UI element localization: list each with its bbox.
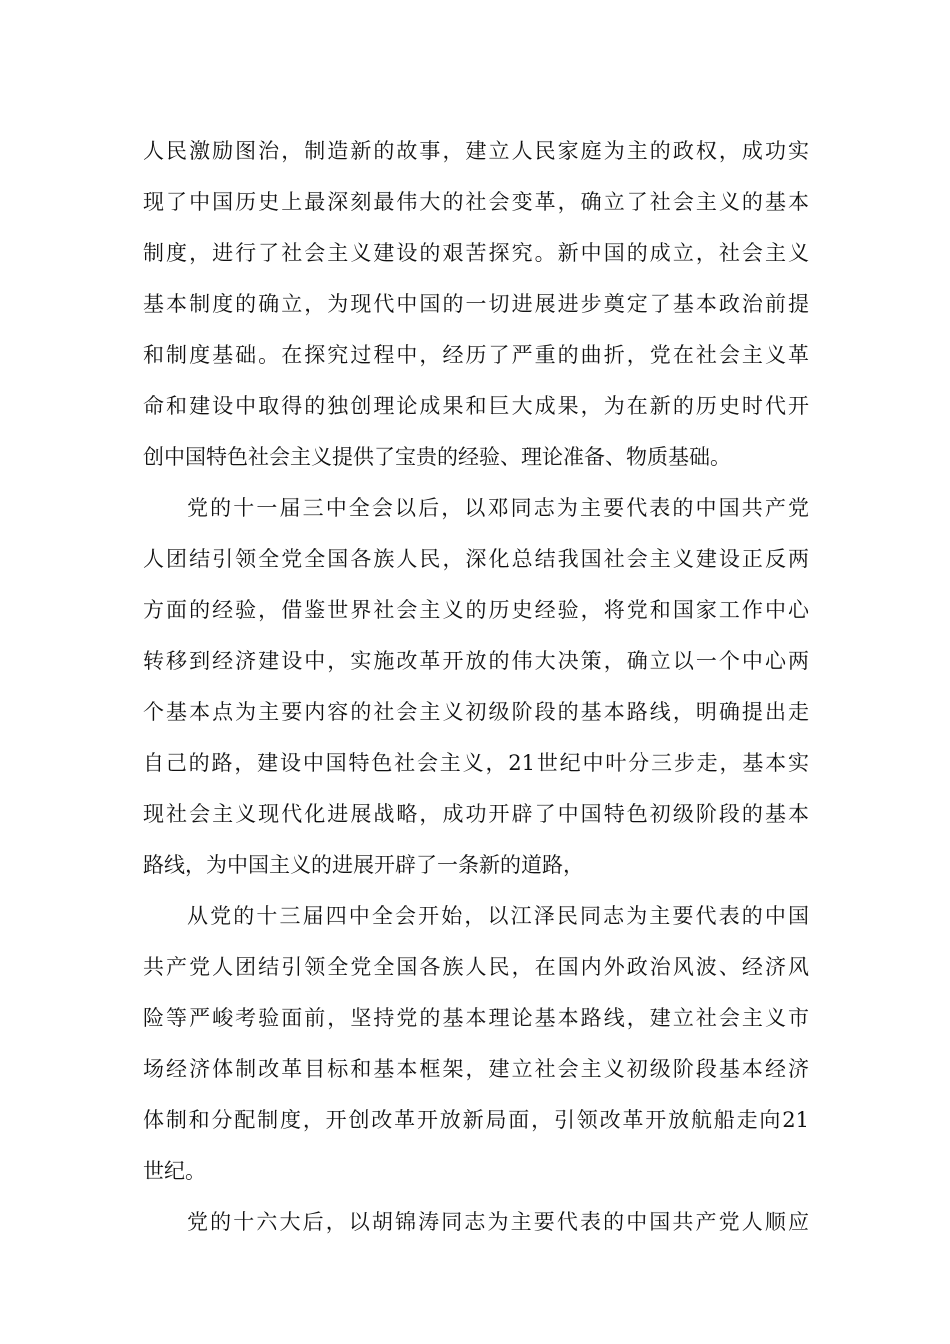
- text-line: 世纪。: [143, 1159, 206, 1183]
- paragraph-first-line: 党的十六大后，以胡锦涛同志为主要代表的中国共产党人顺应: [187, 1210, 809, 1234]
- body-text: [143, 126, 809, 1248]
- text-line: 场经济体制改革目标和基本框架，建立社会主义初级阶段基本经济: [143, 1057, 809, 1081]
- text-line: 人团结引领全党全国各族人民，深化总结我国社会主义建设正反两: [143, 547, 809, 571]
- text-line: 现社会主义现代化进展战略，成功开辟了中国特色初级阶段的基本: [143, 802, 809, 826]
- text-line: 体制和分配制度，开创改革开放新局面，引领改革开放航船走向21: [143, 1108, 809, 1132]
- paragraph-first-line: 党的十一届三中全会以后，以邓同志为主要代表的中国共产党: [187, 496, 809, 520]
- paragraph-first-line: 从党的十三届四中全会开始，以江泽民同志为主要代表的中国: [187, 904, 809, 928]
- text-line: 创中国特色社会主义提供了宝贵的经验、理论准备、物质基础。: [143, 445, 731, 469]
- text-line: 共产党人团结引领全党全国各族人民，在国内外政治风波、经济风: [143, 955, 809, 979]
- text-line: 命和建设中取得的独创理论成果和巨大成果，为在新的历史时代开: [143, 394, 809, 418]
- text-line: 险等严峻考验面前，坚持党的基本理论基本路线，建立社会主义市: [143, 1006, 809, 1030]
- text-line: 现了中国历史上最深刻最伟大的社会变革，确立了社会主义的基本: [143, 190, 809, 214]
- text-line: 自己的路，建设中国特色社会主义，21世纪中叶分三步走，基本实: [143, 751, 809, 775]
- text-line: 基本制度的确立，为现代中国的一切进展进步奠定了基本政治前提: [143, 292, 809, 316]
- text-line: 方面的经验，借鉴世界社会主义的历史经验，将党和国家工作中心: [143, 598, 809, 622]
- text-line: 和制度基础。在探究过程中，经历了严重的曲折，党在社会主义革: [143, 343, 809, 367]
- text-line: 个基本点为主要内容的社会主义初级阶段的基本路线，明确提出走: [143, 700, 809, 724]
- text-line: 路线，为中国主义的进展开辟了一条新的道路，: [143, 853, 584, 877]
- text-line: 人民激励图治，制造新的故事，建立人民家庭为主的政权，成功实: [143, 139, 809, 163]
- text-line: 转移到经济建设中，实施改革开放的伟大决策，确立以一个中心两: [143, 649, 809, 673]
- text-line: 制度，进行了社会主义建设的艰苦探究。新中国的成立，社会主义: [143, 241, 809, 265]
